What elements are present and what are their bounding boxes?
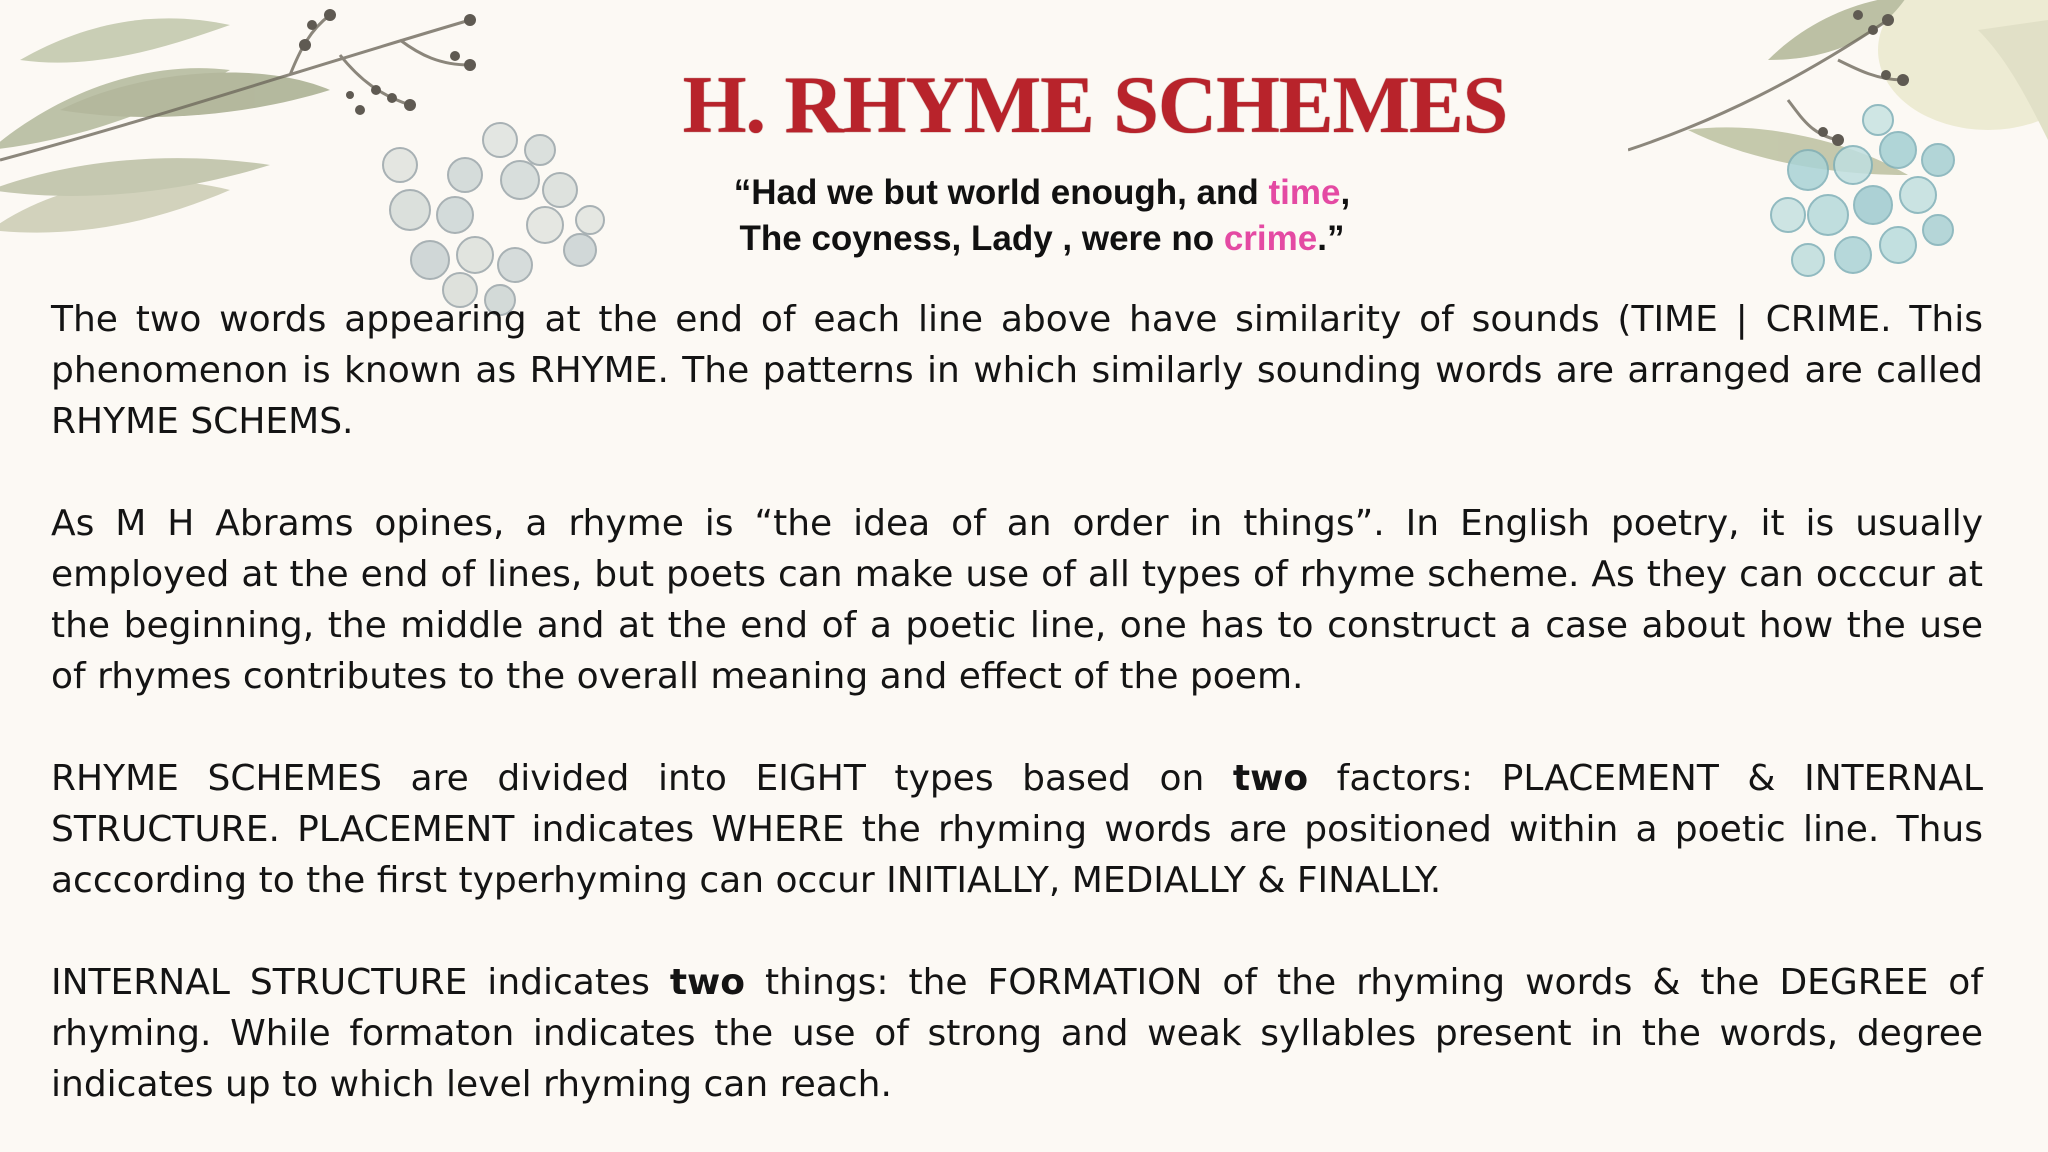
quote-line-1: [0, 170, 2048, 216]
paragraph-1: The two words appearing at the end of each line above have similarity of sounds (TIME | CRIME. This phenomenon is known as RHYME. The patterns in which similarly sounding words are arranged are called RHYME SCHEMS.: [51, 299, 1983, 442]
rhyme-word-crime: crime: [1223, 219, 1318, 258]
paragraph-3-bold: two: [1232, 758, 1309, 799]
quote-line-2-end: .”: [1317, 219, 1345, 258]
quote-line-2-text: The coyness, Lady , were no: [739, 219, 1224, 258]
quote-line-2: [0, 216, 2048, 262]
paragraph-4-start: INTERNAL STRUCTURE indicates: [51, 962, 670, 1003]
poem-quote: [0, 170, 2048, 262]
paragraph-2: As M H Abrams opines, a rhyme is “the idea of an order in things”. In English poetry, it is usually employed at the end of lines, but poets can make use of all types of rhyme scheme. As they can occcur at the beginning, the middle and at the end of a poetic line, one has to construct a case about how the use of rhymes contributes to the overall meaning and effect of the poem.: [51, 503, 1983, 697]
quote-line-1-text: “Had we but world enough, and: [733, 173, 1269, 212]
quote-line-1-end: ,: [1340, 173, 1351, 212]
paragraph-4-bold: two: [669, 962, 746, 1003]
paragraph-3: [51, 753, 1983, 906]
botanical-decoration-left-icon: [0, 0, 640, 320]
paragraph-4: [51, 957, 1983, 1110]
paragraph-3-start: RHYME SCHEMES are divided into EIGHT types based on: [51, 758, 1233, 799]
paragraph-4-end: things: the FORMATION of the rhyming words & the DEGREE of rhyming. While formaton indicates the use of strong and weak syllables present in the words, degree indicates up to which level rhyming can reach.: [51, 962, 1983, 1105]
rhyme-word-time: time: [1268, 173, 1341, 212]
body-text: [51, 294, 1983, 1110]
slide-title: H. RHYME SCHEMES: [682, 59, 1508, 150]
paragraph-3-end: factors: PLACEMENT & INTERNAL STRUCTURE. PLACEMENT indicates WHERE the rhyming words are positioned within a poetic line. Thus acccording to the first typerhyming can occur INITIALLY, MEDIALLY & FINALLY.: [51, 758, 1983, 901]
